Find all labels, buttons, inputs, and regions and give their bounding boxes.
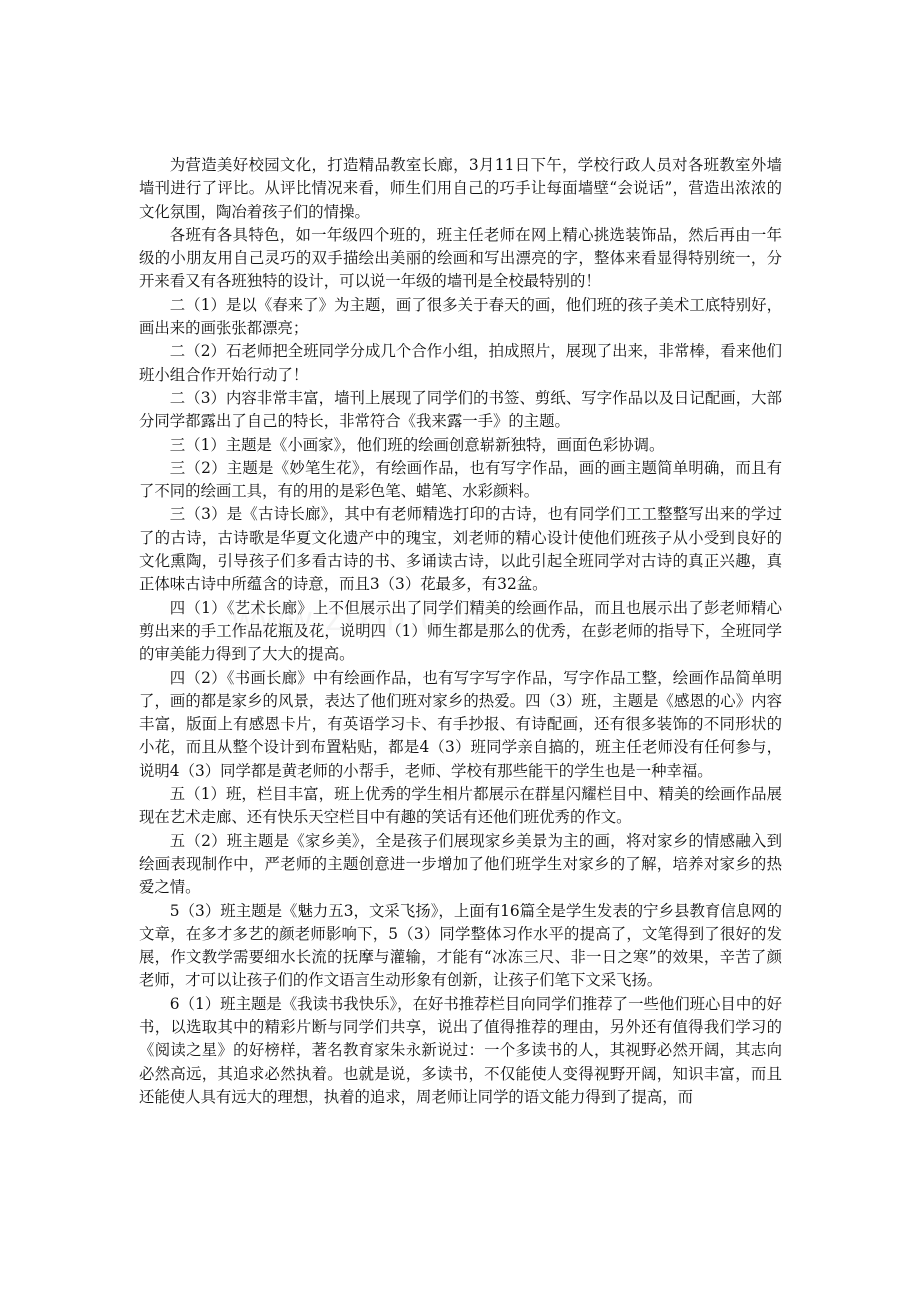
paragraph-13: 5（3）班主题是《魅力五3，文采飞扬》，上面有16篇全是学生发表的宁乡县教育信息网的文章，在多才多艺的颜老师影响下，5（3）同学整体习作水平的提高了，文笔得到了很好的发展，作文教学需要细水长流的抚摩与灌输，才能有“冰冻三尺、非一日之寒”的效果，辛苦了颜老师，才可以让孩子们的作文语言生动形象有创新，让孩子们笔下文采飞扬。 <box>139 901 782 990</box>
paragraph-4: 二（2）石老师把全班同学分成几个合作小组，拍成照片，展现了出来，非常棒，看来他们班小组合作开始行动了！ <box>139 342 782 384</box>
paragraph-1: 为营造美好校园文化，打造精品教室长廊，3月11日下午，学校行政人员对各班教室外墙墙刊进行了评比。从评比情况来看，师生们用自己的巧手让每面墙壁“会说话”，营造出浓浓的文化氛围，陶冶着孩子们的情操。 <box>139 156 782 221</box>
paragraph-7: 三（2）主题是《妙笔生花》，有绘画作品，也有写字作品，画的画主题简单明确，而且有了不同的绘画工具，有的用的是彩色笔、蜡笔、水彩颜料。 <box>139 458 782 501</box>
paragraph-6: 三（1）主题是《小画家》，他们班的绘画创意崭新独特，画面色彩协调。 <box>169 435 665 454</box>
paragraph-3: 二（1）是以《春来了》为主题，画了很多关于春天的画，他们班的孩子美术工底特别好，画出来的画张张都漂亮； <box>139 295 782 338</box>
paragraph-10: 四（2）《书画长廊》中有绘画作品，也有写字写字作品，写字作品工整，绘画作品简单明了，画的都是家乡的风景，表达了他们班对家乡的热爱。四（3）班，主题是《感恩的心》内容丰富，版面上有感恩卡片，有英语学习卡、有手抄报、有诗配画，还有很多装饰的不同形状的小花，而且从整个设计到布置粘贴，都是4（3）班同学亲自搞的，班主任老师没有任何参与，说明4（3）同学都是黄老师的小帮手，老师、学校有那些能干的学生也是一种幸福。 <box>139 668 782 780</box>
paragraph-11: 五（1）班，栏目丰富，班上优秀的学生相片都展示在群星闪耀栏目中、精美的绘画作品展现在艺术走廊、还有快乐天空栏目中有趣的笑话有还他们班优秀的作文。 <box>139 785 782 827</box>
paragraph-12: 五（2）班主题是《家乡美》，全是孩子们展现家乡美景为主的画，将对家乡的情感融入到绘画表现制作中，严老师的主题创意进一步增加了他们班学生对家乡的了解，培养对家乡的热爱之情。 <box>139 831 782 897</box>
paragraph-14: 6（1）班主题是《我读书我快乐》，在好书推荐栏目向同学们推荐了一些他们班心目中的好书，以选取其中的精彩片断与同学们共享，说出了值得推荐的理由，另外还有值得我们学习的《阅读之星》的好榜样，著名教育家朱永新说过：一个多读书的人，其视野必然开阔，其志向必然高远，其追求必然执着。也就是说，多读书，不仅能使人变得视野开阔，知识丰富，而且还能使人具有远大的理想，执着的追求，周老师让同学的语文能力得到了提高，而 <box>139 994 782 1106</box>
document-body <box>139 154 782 1109</box>
paragraph-9: 四（1）《艺术长廊》上不但展示出了同学们精美的绘画作品，而且也展示出了彭老师精心剪出来的手工作品花瓶及花，说明四（1）师生都是那么的优秀，在彭老师的指导下，全班同学的审美能力得到了大大的提高。 <box>139 598 782 664</box>
paragraph-5: 二（3）内容非常丰富，墙刊上展现了同学们的书签、剪纸、写字作品以及日记配画，大部分同学都露出了自己的特长，非常符合《我来露一手》的主题。 <box>139 388 782 431</box>
paragraph-2: 各班有各具特色，如一年级四个班的，班主任老师在网上精心挑选装饰品，然后再由一年级的小朋友用自己灵巧的双手描绘出美丽的绘画和写出漂亮的字，整体来看显得特别统一，分开来看又有各班独特的设计，可以说一年级的墙刊是全校最特别的！ <box>139 225 782 291</box>
paragraph-8: 三（3）是《古诗长廊》，其中有老师精选打印的古诗，也有同学们工工整整写出来的学过了的古诗，古诗歌是华夏文化遗产中的瑰宝，刘老师的精心设计使他们班孩子从小受到良好的文化熏陶，引导孩子们多看古诗的书、多诵读古诗，以此引起全班同学对古诗的真正兴趣，真正体味古诗中所蕴含的诗意，而且3（3）花最多，有32盆。 <box>139 505 782 594</box>
